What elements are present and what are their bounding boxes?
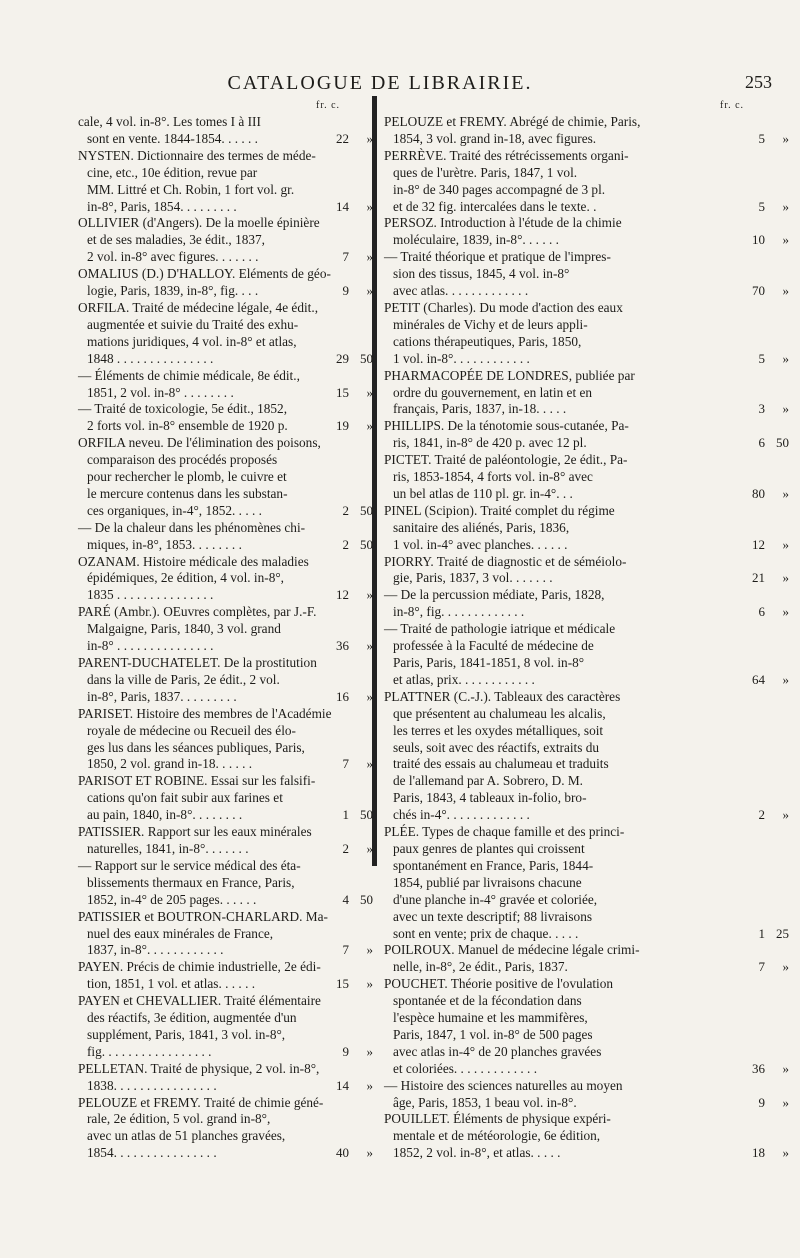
catalogue-entry	[78, 857, 373, 909]
entry-price	[313, 283, 373, 300]
entry-line: que présentent au chalumeau les alcalis,	[393, 705, 606, 721]
price-centimes: »	[366, 688, 373, 704]
catalogue-entry	[384, 299, 789, 368]
price-francs: 4	[342, 891, 349, 907]
entry-line: PATISSIER. Rapport sur les eaux minérales	[78, 824, 312, 840]
entry-line: 2 forts vol. in-8° ensemble de 1920 p.	[87, 418, 288, 434]
entry-line: in-8°, fig. . . . . . . . . . . . .	[393, 604, 525, 620]
catalogue-entry	[78, 553, 373, 605]
entry-line: âge, Paris, 1853, 1 beau vol. in-8°.	[393, 1094, 577, 1110]
catalogue-entry	[78, 367, 373, 402]
entry-line: naturelles, 1841, in-8°. . . . . . .	[87, 840, 249, 856]
catalogue-entry	[78, 655, 373, 706]
entry-line: NYSTEN. Dictionnaire des termes de méde-	[78, 147, 316, 163]
price-centimes: »	[782, 570, 789, 586]
entry-line: Paris, 1843, 4 tableaux in-folio, bro-	[393, 790, 587, 806]
entry-price	[313, 942, 373, 959]
entry-line: français, Paris, 1837, in-18. . . . .	[393, 401, 567, 417]
entry-line: épidémiques, 2e édition, 4 vol. in-8°,	[87, 570, 284, 586]
price-centimes: »	[782, 485, 789, 501]
entry-line: OLLIVIER (d'Angers). De la moelle épinière	[78, 215, 320, 231]
entry-price	[313, 1044, 373, 1061]
entry-line: et coloriées. . . . . . . . . . . . .	[393, 1060, 538, 1076]
catalogue-entry	[384, 452, 789, 503]
price-centimes: »	[782, 959, 789, 975]
entry-line: sont en vente. 1844-1854. . . . . .	[87, 130, 258, 146]
price-francs: 14	[336, 198, 349, 214]
running-title: CATALOGUE DE LIBRAIRIE.	[227, 72, 533, 94]
price-francs: 10	[752, 232, 765, 248]
price-centimes: »	[366, 384, 373, 400]
entry-line: sion des tissus, 1845, 4 vol. in-8°	[393, 266, 570, 282]
entry-line: PHARMACOPÉE DE LONDRES, publiée par	[384, 367, 635, 383]
entry-price	[649, 351, 789, 368]
entry-price	[649, 570, 789, 587]
entry-line: 1838. . . . . . . . . . . . . . . .	[87, 1077, 217, 1093]
price-francs: 3	[758, 401, 765, 417]
price-francs: 5	[758, 198, 765, 214]
entry-line: moléculaire, 1839, in-8°. . . . . .	[393, 232, 559, 248]
entry-price	[313, 976, 373, 993]
entry-line: PICTET. Traité de paléontologie, 2e édit., Pa-	[384, 452, 628, 468]
catalogue-entry	[78, 604, 373, 655]
price-centimes: »	[782, 1094, 789, 1110]
price-francs: 80	[752, 485, 765, 501]
catalogue-entry	[78, 266, 373, 300]
entry-line: cations thérapeutiques, Paris, 1850,	[393, 333, 582, 349]
price-francs: 1	[758, 925, 765, 941]
entry-line: — Histoire des sciences naturelles au moyen	[384, 1077, 623, 1093]
entry-price	[313, 249, 373, 266]
price-francs: 36	[752, 1060, 765, 1076]
entry-line: — Éléments de chimie médicale, 8e édit.,	[78, 367, 300, 383]
entry-line: 1835 . . . . . . . . . . . . . . .	[87, 587, 214, 603]
entry-line: — De la chaleur dans les phénomènes chi-	[78, 519, 306, 535]
entry-line: nelle, in-8°, 2e édit., Paris, 1837.	[393, 959, 568, 975]
price-centimes: »	[782, 536, 789, 552]
entry-price	[313, 503, 373, 520]
catalogue-entry	[78, 435, 373, 520]
catalogue-entry	[78, 824, 373, 858]
entry-line: ges lus dans les séances publiques, Paris,	[87, 739, 305, 755]
entry-line: PELLETAN. Traité de physique, 2 vol. in-8°,	[78, 1060, 320, 1076]
entry-price	[313, 1078, 373, 1095]
price-centimes: 50	[360, 807, 373, 823]
price-francs: 12	[336, 587, 349, 603]
price-centimes: »	[782, 232, 789, 248]
entry-line: sanitaire des aliénés, Paris, 1836,	[393, 519, 570, 535]
entry-line: 1848 . . . . . . . . . . . . . . .	[87, 350, 214, 366]
entry-line: et de 32 fig. intercalées dans le texte. .	[393, 198, 597, 214]
entry-line: 1852, in-4° de 205 pages. . . . . .	[87, 891, 257, 907]
price-centimes: »	[782, 283, 789, 299]
entry-line: comparaison des procédés proposés	[87, 452, 278, 468]
price-centimes: 50	[360, 536, 373, 552]
catalogue-entry	[384, 147, 789, 216]
entry-line: traité des essais au chalumeau et traduits	[393, 756, 609, 772]
catalogue-entry	[384, 418, 789, 452]
catalogue-entry	[78, 1094, 373, 1163]
entry-price	[649, 232, 789, 249]
entry-price	[649, 1061, 789, 1078]
price-centimes: »	[366, 130, 373, 146]
entry-line: avec un atlas de 51 planches gravées,	[87, 1128, 286, 1144]
entry-line: — De la percussion médiate, Paris, 1828,	[384, 587, 605, 603]
entry-line: ris, 1853-1854, 4 forts vol. in-8° avec	[393, 469, 593, 485]
entry-price	[313, 756, 373, 773]
catalogue-entry	[78, 1060, 373, 1095]
price-francs: 15	[336, 384, 349, 400]
price-francs: 36	[336, 638, 349, 654]
entry-line: pour rechercher le plomb, le cuivre et	[87, 469, 287, 485]
price-francs: 1	[342, 807, 349, 823]
price-centimes: »	[366, 587, 373, 603]
catalogue-entry	[384, 367, 789, 419]
price-francs: 6	[758, 435, 765, 451]
entry-line: in-8° de 340 pages accompagné de 3 pl.	[393, 181, 606, 197]
entry-line: POILROUX. Manuel de médecine légale crimi-	[384, 942, 640, 958]
entry-line: PIORRY. Traité de diagnostic et de séméiolo-	[384, 553, 627, 569]
left-column	[78, 114, 373, 1162]
entry-line: PLÉE. Types de chaque famille et des princi-	[384, 824, 625, 840]
entry-line: Malgaigne, Paris, 1840, 3 vol. grand	[87, 621, 281, 637]
price-centimes: 50	[776, 435, 789, 451]
entry-line: fig. . . . . . . . . . . . . . . . .	[87, 1043, 212, 1059]
price-francs: 9	[342, 1043, 349, 1059]
entry-line: 1854, publié par livraisons chacune	[393, 874, 582, 890]
price-centimes: »	[366, 756, 373, 772]
entry-line: seuls, soit avec des réactifs, extraits du	[393, 739, 600, 755]
entry-line: PLATTNER (C.-J.). Tableaux des caractères	[384, 688, 621, 704]
entry-line: sont en vente; prix de chaque. . . . .	[393, 925, 579, 941]
entry-price	[649, 199, 789, 216]
entry-line: OZANAM. Histoire médicale des maladies	[78, 553, 309, 569]
price-heading-right: fr. c.	[720, 100, 745, 111]
price-francs: 64	[752, 671, 765, 687]
entry-line: de l'allemand par A. Sobrero, D. M.	[393, 773, 583, 789]
entry-line: Paris, Paris, 1841-1851, 8 vol. in-8°	[393, 655, 585, 670]
price-centimes: »	[366, 418, 373, 434]
entry-line: POUILLET. Éléments de physique expéri-	[384, 1111, 611, 1127]
entry-line: minérales de Vichy et de leurs appli-	[393, 316, 588, 332]
entry-line: 1 vol. in-8°. . . . . . . . . . . .	[393, 350, 530, 366]
price-centimes: »	[782, 1060, 789, 1076]
price-francs: 7	[342, 942, 349, 958]
right-column	[384, 114, 789, 1162]
running-head	[0, 72, 800, 100]
entry-price	[649, 1145, 789, 1162]
catalogue-entry	[384, 1111, 789, 1162]
price-francs: 22	[336, 130, 349, 146]
entry-line: ques de l'urètre. Paris, 1847, 1 vol.	[393, 164, 578, 180]
entry-price	[649, 926, 789, 943]
entry-line: ORFILA. Traité de médecine légale, 4e édit.,	[78, 299, 319, 315]
entry-line: avec atlas. . . . . . . . . . . . .	[393, 283, 529, 299]
price-centimes: »	[782, 604, 789, 620]
catalogue-entry	[384, 942, 789, 976]
catalogue-entry	[384, 1077, 789, 1112]
entry-line: logie, Paris, 1839, in-8°, fig. . . .	[87, 283, 259, 299]
entry-price	[313, 418, 373, 435]
catalogue-entry	[78, 705, 373, 774]
price-francs: 14	[336, 1077, 349, 1093]
catalogue-entry	[384, 688, 789, 824]
entry-line: mations juridiques, 4 vol. in-8° et atlas,	[87, 333, 297, 349]
entry-line: ces organiques, in-4°, 1852. . . . .	[87, 502, 262, 518]
catalogue-entry	[78, 773, 373, 824]
entry-line: tion, 1851, 1 vol. et atlas. . . . . .	[87, 976, 256, 992]
entry-line: PARÉ (Ambr.). OEuvres complètes, par J.-F.	[78, 604, 317, 620]
entry-line: blissements thermaux en France, Paris,	[87, 874, 295, 890]
catalogue-entry	[78, 215, 373, 266]
entry-price	[649, 959, 789, 976]
price-centimes: »	[782, 130, 789, 146]
entry-line: PAYEN et CHEVALLIER. Traité élémentaire	[78, 993, 321, 1009]
entry-line: miques, in-8°, 1853. . . . . . . .	[87, 536, 242, 552]
entry-price	[313, 892, 373, 909]
price-francs: 2	[758, 807, 765, 823]
price-francs: 21	[752, 570, 765, 586]
entry-price	[649, 401, 789, 418]
entry-line: Paris, 1847, 1 vol. in-8° de 500 pages	[393, 1026, 593, 1042]
price-centimes: 50	[360, 502, 373, 518]
entry-line: supplément, Paris, 1841, 3 vol. in-8°,	[87, 1026, 286, 1042]
entry-price	[313, 537, 373, 554]
catalogue-entry	[78, 993, 373, 1061]
catalogue-entry	[78, 299, 373, 368]
entry-line: 1851, 2 vol. in-8° . . . . . . . .	[87, 384, 234, 400]
entry-line: PINEL (Scipion). Traité complet du régime	[384, 502, 615, 518]
price-centimes: »	[782, 350, 789, 366]
entry-line: avec un texte descriptif; 88 livraisons	[393, 908, 593, 924]
entry-line: au pain, 1840, in-8°. . . . . . . .	[87, 807, 243, 823]
price-centimes: »	[782, 198, 789, 214]
price-francs: 40	[336, 1145, 349, 1161]
entry-line: in-8°, Paris, 1837. . . . . . . . .	[87, 688, 237, 704]
entry-price	[313, 638, 373, 655]
entry-line: PETIT (Charles). Du mode d'action des eaux	[384, 299, 623, 315]
price-francs: 5	[758, 130, 765, 146]
entry-line: chés in-4°. . . . . . . . . . . . .	[393, 807, 530, 823]
catalogue-entry	[384, 587, 789, 621]
page-number: 253	[745, 72, 772, 92]
price-francs: 70	[752, 283, 765, 299]
price-francs: 2	[342, 840, 349, 856]
entry-line: 1854. . . . . . . . . . . . . . . .	[87, 1145, 217, 1161]
entry-price	[313, 131, 373, 148]
price-centimes: »	[366, 1077, 373, 1093]
price-centimes: 50	[360, 891, 373, 907]
entry-line: in-8° . . . . . . . . . . . . . . .	[87, 638, 214, 654]
entry-price	[649, 486, 789, 503]
entry-price	[649, 672, 789, 689]
entry-line: PATISSIER et BOUTRON-CHARLARD. Ma-	[78, 908, 328, 924]
entry-line: PELOUZE et FREMY. Traité de chimie géné-	[78, 1094, 324, 1110]
price-centimes: »	[366, 1145, 373, 1161]
entry-line: et atlas, prix. . . . . . . . . . . .	[393, 671, 535, 687]
price-centimes: »	[782, 671, 789, 687]
price-francs: 2	[342, 536, 349, 552]
entry-price	[649, 283, 789, 300]
entry-line: in-8°, Paris, 1854. . . . . . . . .	[87, 198, 237, 214]
catalogue-entry	[78, 908, 373, 960]
price-centimes: »	[366, 942, 373, 958]
price-francs: 16	[336, 688, 349, 704]
price-centimes: 50	[360, 350, 373, 366]
price-francs: 6	[758, 604, 765, 620]
catalogue-entry	[384, 249, 789, 300]
entry-price	[313, 351, 373, 368]
price-centimes: »	[366, 249, 373, 265]
entry-line: PERRÈVE. Traité des rétrécissements organi-	[384, 147, 629, 163]
entry-line: des réactifs, 3e édition, augmentée d'un	[87, 1010, 297, 1026]
price-centimes: »	[366, 976, 373, 992]
entry-line: PHILLIPS. De la ténotomie sous-cutanée, Pa-	[384, 418, 629, 434]
price-centimes: »	[366, 840, 373, 856]
catalogue-entry	[78, 147, 373, 216]
price-centimes: »	[782, 807, 789, 823]
entry-price	[313, 385, 373, 402]
entry-price	[649, 131, 789, 148]
entry-line: — Traité théorique et pratique de l'impres-	[384, 249, 611, 265]
catalogue-entry	[384, 621, 789, 689]
entry-line: MM. Littré et Ch. Robin, 1 fort vol. gr.	[87, 181, 295, 197]
entry-line: 1850, 2 vol. grand in-18. . . . . .	[87, 756, 253, 772]
catalogue-entry	[78, 401, 373, 435]
entry-price	[313, 1145, 373, 1162]
catalogue-entry	[384, 502, 789, 554]
entry-line: PARISOT ET ROBINE. Essai sur les falsifi-	[78, 773, 316, 789]
entry-line: dans la ville de Paris, 2e édit., 2 vol.	[87, 671, 280, 687]
catalogue-entry	[78, 959, 373, 993]
price-francs: 7	[342, 756, 349, 772]
entry-price	[649, 807, 789, 824]
price-francs: 9	[342, 283, 349, 299]
entry-line: ORFILA neveu. De l'élimination des poisons,	[78, 435, 321, 451]
entry-line: cale, 4 vol. in-8°. Les tomes I à III	[78, 114, 261, 129]
entry-line: — Traité de pathologie iatrique et médicale	[384, 621, 616, 637]
catalogue-entry	[384, 553, 789, 588]
entry-line: les terres et les oxydes métalliques, soit	[393, 722, 604, 738]
entry-line: gie, Paris, 1837, 3 vol. . . . . . .	[393, 570, 553, 586]
catalogue-entry	[384, 976, 789, 1077]
price-centimes: »	[782, 1145, 789, 1161]
catalogue-entry	[384, 824, 789, 942]
entry-price	[313, 841, 373, 858]
entry-line: PARISET. Histoire des membres de l'Académie	[78, 705, 332, 721]
entry-line: 1 vol. in-4° avec planches. . . . . .	[393, 536, 568, 552]
price-centimes: »	[366, 198, 373, 214]
entry-line: 2 vol. in-8° avec figures. . . . . . .	[87, 249, 259, 265]
entry-line: — Rapport sur le service médical des éta-	[78, 857, 301, 873]
catalogue-entry	[78, 519, 373, 554]
entry-price	[649, 604, 789, 621]
entry-line: un bel atlas de 110 pl. gr. in-4°. . .	[393, 485, 573, 501]
entry-price	[313, 587, 373, 604]
price-francs: 2	[342, 502, 349, 518]
entry-line: 1837, in-8°. . . . . . . . . . . .	[87, 942, 224, 958]
catalogue-entry	[78, 114, 373, 148]
catalogue-entry	[384, 215, 789, 249]
price-heading-left: fr. c.	[316, 100, 341, 111]
entry-line: avec atlas in-4° de 20 planches gravées	[393, 1043, 602, 1059]
entry-line: cations qu'on fait subir aux farines et	[87, 790, 283, 806]
entry-price	[649, 537, 789, 554]
price-francs: 5	[758, 350, 765, 366]
entry-line: nuel des eaux minérales de France,	[87, 925, 274, 941]
entry-line: PERSOZ. Introduction à l'étude de la chimie	[384, 215, 622, 231]
price-centimes: »	[366, 1043, 373, 1059]
entry-price	[313, 199, 373, 216]
entry-line: POUCHET. Théorie positive de l'ovulation	[384, 976, 614, 992]
price-centimes: »	[366, 283, 373, 299]
entry-line: d'une planche in-4° gravée et coloriée,	[393, 891, 598, 907]
price-francs: 29	[336, 350, 349, 366]
entry-line: spontanée et de la fécondation dans	[393, 993, 582, 1009]
entry-line: — Traité de toxicologie, 5e édit., 1852,	[78, 401, 288, 417]
entry-line: royale de médecine ou Recueil des élo-	[87, 722, 296, 738]
entry-line: le mercure contenus dans les substan-	[87, 485, 288, 501]
price-francs: 12	[752, 536, 765, 552]
price-centimes: 25	[776, 925, 789, 941]
entry-line: rale, 2e édition, 5 vol. grand in-8°,	[87, 1111, 271, 1127]
entry-price	[649, 435, 789, 452]
entry-price	[313, 689, 373, 706]
entry-line: mentale et de météorologie, 6e édition,	[393, 1128, 601, 1144]
entry-line: spontanément en France, Paris, 1844-	[393, 857, 594, 873]
entry-line: OMALIUS (D.) D'HALLOY. Eléments de géo-	[78, 266, 331, 282]
price-francs: 9	[758, 1094, 765, 1110]
entry-line: et de ses maladies, 3e édit., 1837,	[87, 232, 265, 248]
entry-line: PELOUZE et FREMY. Abrégé de chimie, Paris,	[384, 114, 641, 129]
entry-line: ris, 1841, in-8° de 420 p. avec 12 pl.	[393, 435, 587, 451]
price-francs: 7	[758, 959, 765, 975]
price-francs: 19	[336, 418, 349, 434]
entry-line: paux genres de plantes qui croissent	[393, 840, 585, 856]
entry-line: augmentée et suivie du Traité des exhu-	[87, 316, 299, 332]
entry-line: l'espèce humaine et les mammifères,	[393, 1010, 588, 1026]
entry-line: cine, etc., 10e édition, revue par	[87, 164, 258, 180]
entry-line: professée à la Faculté de médecine de	[393, 638, 594, 654]
price-francs: 7	[342, 249, 349, 265]
price-centimes: »	[366, 638, 373, 654]
entry-line: ordre du gouvernement, en latin et en	[393, 384, 593, 400]
entry-line: 1852, 2 vol. in-8°, et atlas. . . . .	[393, 1145, 561, 1161]
price-francs: 18	[752, 1145, 765, 1161]
entry-line: 1854, 3 vol. grand in-18, avec figures.	[393, 130, 597, 146]
entry-line: PARENT-DUCHATELET. De la prostitution	[78, 655, 317, 670]
entry-line: PAYEN. Précis de chimie industrielle, 2e édi-	[78, 959, 321, 975]
price-francs: 15	[336, 976, 349, 992]
entry-price	[649, 1095, 789, 1112]
catalogue-entry	[384, 114, 789, 148]
price-centimes: »	[782, 401, 789, 417]
entry-price	[313, 807, 373, 824]
